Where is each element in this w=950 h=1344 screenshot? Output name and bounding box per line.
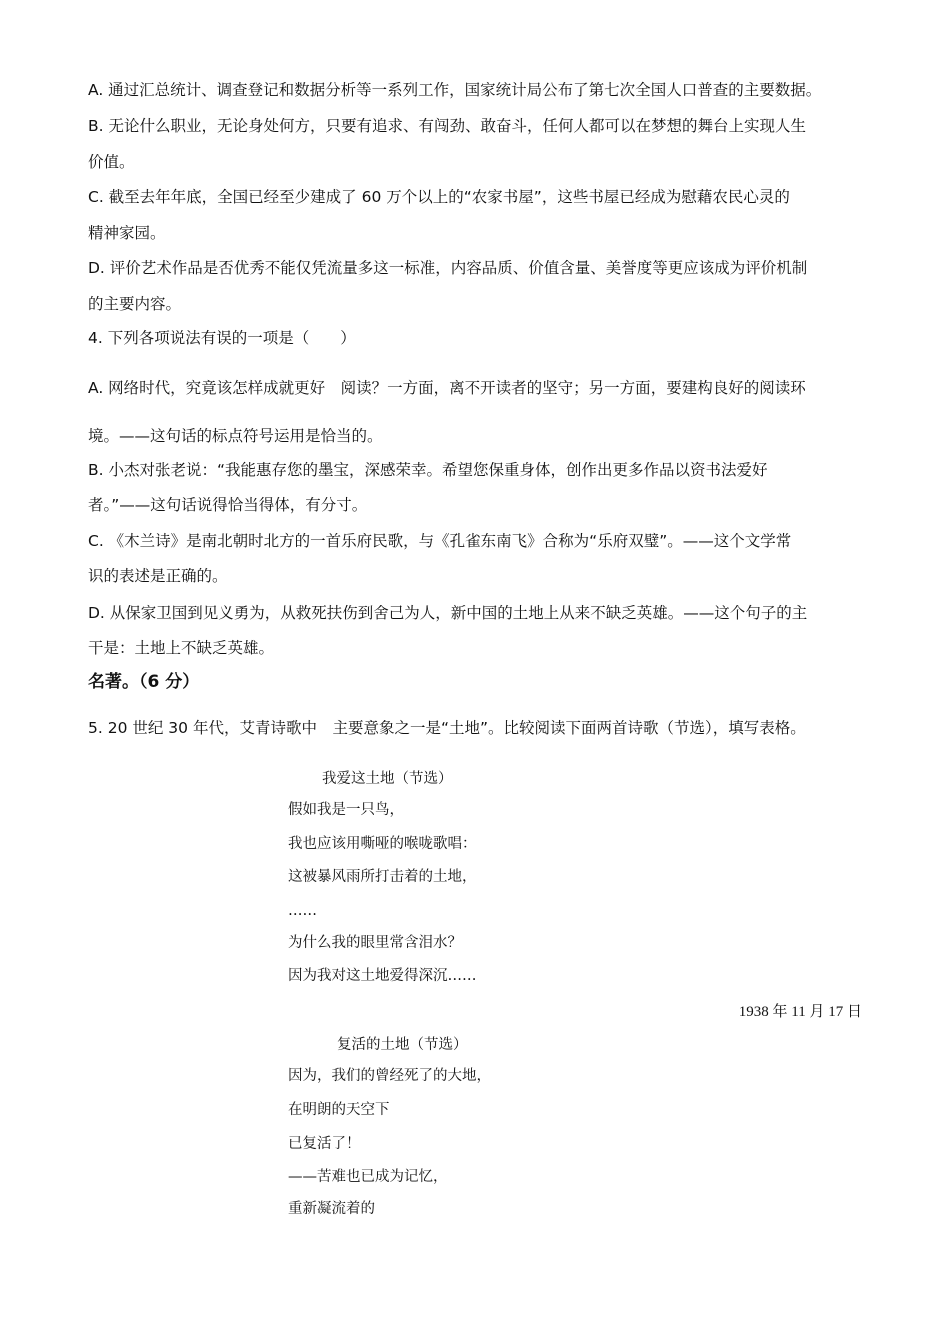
poem1-line: …… [288, 903, 317, 919]
q3-option-b-cont: 价值。 [88, 153, 135, 171]
poem1-title: 我爱这土地（节选） [322, 771, 453, 787]
poem2-title: 复活的土地（节选） [337, 1037, 468, 1053]
poem1-line: 这被暴风雨所打击着的土地， [288, 869, 477, 885]
q3-option-d: D. 评价艺术作品是否优秀不能仅凭流量多这一标准，内容品质、价值含量、美誉度等更应该成为评价机制 [88, 259, 808, 277]
poem2-line: 因为，我们的曾经死了的大地， [288, 1068, 491, 1084]
q4-option-a: A. 网络时代，究竟该怎样成就更好 阅读？一方面，离不开读者的坚守；另一方面，要建构良好的阅读环 [88, 379, 806, 397]
q3-option-c: C. 截至去年年底，全国已经至少建成了 60 万个以上的“农家书屋”，这些书屋已经成为慰藉农民心灵的 [88, 188, 790, 206]
q3-option-a: A. 通过汇总统计、调查登记和数据分析等一系列工作，国家统计局公布了第七次全国人口普查的主要数据。 [88, 81, 822, 99]
q3-option-d-cont: 的主要内容。 [88, 295, 182, 313]
q3-option-b: B. 无论什么职业，无论身处何方，只要有追求、有闯劲、敢奋斗，任何人都可以在梦想的舞台上实现人生 [88, 117, 806, 135]
poem2-line: 重新凝流着的 [288, 1201, 375, 1217]
poem1-line: 因为我对这土地爱得深沉…… [288, 968, 477, 984]
q4-stem: 4. 下列各项说法有误的一项是（ ） [88, 329, 356, 347]
poem1-line: 为什么我的眼里常含泪水？ [288, 935, 462, 951]
q4-option-c-cont: 识的表述是正确的。 [88, 567, 228, 585]
poem2-line: 在明朗的天空下 [288, 1102, 390, 1118]
poem2-line: ——苦难也已成为记忆， [288, 1169, 448, 1185]
q4-option-d-cont: 干是：土地上不缺乏英雄。 [88, 639, 275, 657]
poem1-date: 1938 年 11 月 17 日 [738, 1004, 862, 1020]
poem2-line: 已复活了！ [288, 1136, 361, 1152]
section-heading: 名著。（6 分） [88, 672, 200, 692]
q4-option-d: D. 从保家卫国到见义勇为，从救死扶伤到舍己为人，新中国的土地上从来不缺乏英雄。——这个句子的主 [88, 604, 808, 622]
q5-stem: 5. 20 世纪 30 年代，艾青诗歌中 主要意象之一是“土地”。比较阅读下面两首诗歌（节选），填写表格。 [88, 719, 806, 737]
q3-option-c-cont: 精神家园。 [88, 224, 166, 242]
poem1-line: 我也应该用嘶哑的喉咙歌唱： [288, 836, 477, 852]
q4-option-c: C. 《木兰诗》是南北朝时北方的一首乐府民歌，与《孔雀东南飞》合称为“乐府双璧”。——这个文学常 [88, 532, 792, 550]
poem1-line: 假如我是一只鸟， [288, 802, 404, 818]
q4-option-b-cont: 者。”——这句话说得恰当得体，有分寸。 [88, 496, 368, 514]
q4-option-b: B. 小杰对张老说：“我能惠存您的墨宝，深感荣幸。希望您保重身体，创作出更多作品以资书法爱好 [88, 461, 768, 479]
q4-option-a-cont: 境。——这句话的标点符号运用是恰当的。 [88, 427, 383, 445]
